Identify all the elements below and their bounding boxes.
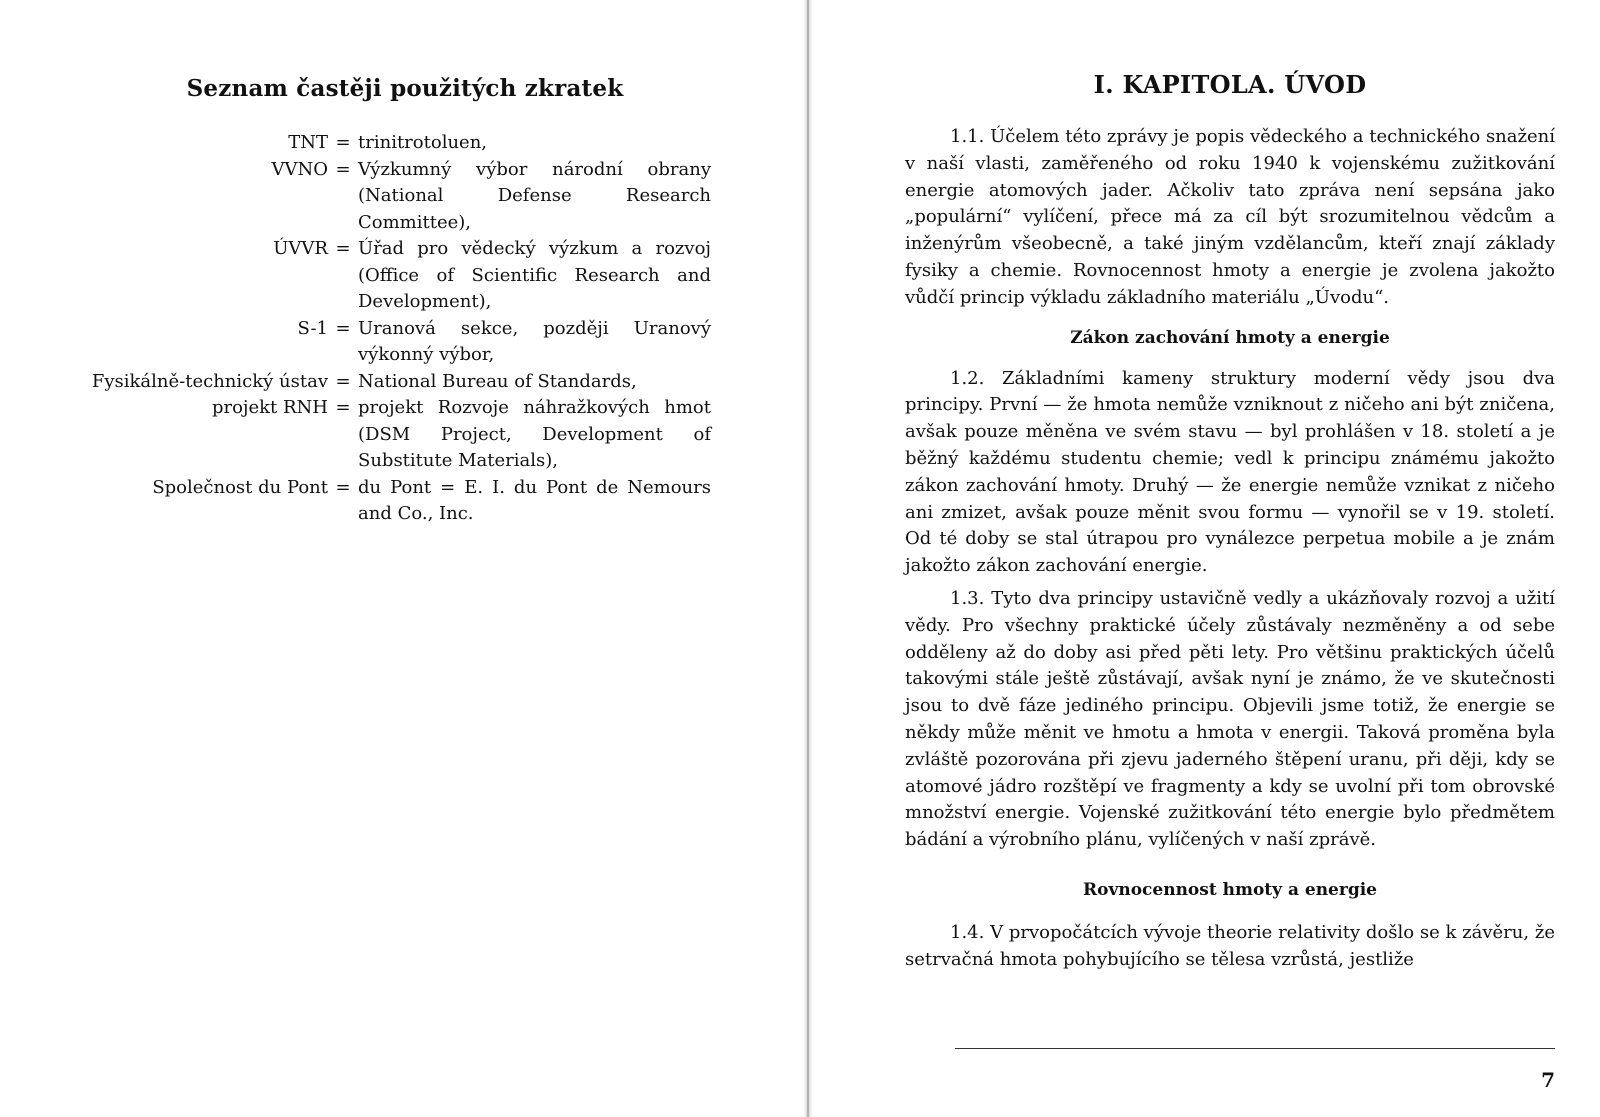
chapter-title: I. KAPITOLA. ÚVOD (1093, 70, 1367, 99)
paragraph-1-2: 1.2. Základními kameny struktury moderní vědy jsou dva principy. První — že hmota nemůže vzniknout z ničeho ani být zničena, avšak pouze měněna ve svém stavu — byl prohlášen v 18. století a je běžný každému studentu chemie; vedl k principu známému jakožto zákon zachování hmoty. Druhý — že energie nemůže vznikat z ničeho ani zmizet, avšak pouze měnit svou formu — vynořil se v 19. století. Od té doby se stal útrapou pro vynálezce perpetua mobile a je znám jakožto zákon zachování energie. (905, 367, 1555, 577)
equals-sign: = (335, 238, 351, 259)
section-heading: Rovnocennost hmoty a energie (1083, 879, 1377, 900)
abbreviation-key: Společnost du Pont (152, 476, 328, 498)
equals-sign: = (335, 370, 351, 392)
abbreviation-entry (60, 316, 750, 369)
abbreviation-entry (60, 130, 750, 157)
abbreviation-key: VVNO (271, 158, 328, 180)
abbreviation-value: projekt Rozvoje náhražkových hmot (DSM Project, Development of Substitute Materials), (358, 397, 711, 471)
abbreviation-entry (60, 236, 750, 316)
book-gutter (803, 0, 813, 1117)
abbreviation-value: trinitrotoluen, (358, 132, 488, 153)
abbreviations-title: Seznam častěji použitých zkratek (186, 75, 624, 102)
abbreviation-value: Výzkumný výbor národní obrany (National Defense Research Committee), (358, 158, 711, 233)
abbreviations-list (60, 130, 750, 528)
abbreviation-entry (60, 157, 750, 237)
abbreviation-key: TNT (288, 132, 328, 153)
equals-sign: = (335, 317, 351, 339)
abbreviation-value: Úřad pro vědecký výzkum a rozvoj (Office of Scientific Research and Development), (358, 238, 711, 312)
abbreviation-entry (60, 475, 750, 528)
equals-sign: = (335, 397, 351, 418)
abbreviation-value: National Bureau of Standards, (358, 370, 637, 392)
abbreviation-key: ÚVVR (273, 238, 328, 259)
chapter-body (905, 124, 1555, 980)
equals-sign: = (335, 476, 351, 498)
abbreviation-key: projekt RNH (211, 397, 328, 418)
abbreviation-key: S-1 (297, 317, 328, 339)
equals-sign: = (335, 132, 351, 153)
abbreviation-value: Uranová sekce, později Uranový výkonný výbor, (358, 317, 711, 365)
paragraph-1-1: 1.1. Účelem této zprávy je popis vědeckého a technického snažení v naší vlasti, zaměřeného od roku 1940 k vojenskému zužitkování energie atomových jader. Ačkoliv tato zpráva není sepsána jako „populární“ vylíčení, přece má za cíl být srozumitelnou vědcům a inženýrům všeobecně, a také jiným vzdělancům, kteří znají základy fysiky a chemie. Rovnocennost hmoty a energie je zvolena jakožto vůdčí princip výkladu základního materiálu „Úvodu“. (905, 126, 1555, 308)
left-page (60, 0, 750, 1117)
section-heading: Zákon zachování hmoty a energie (1070, 327, 1390, 348)
abbreviation-entry (60, 369, 750, 396)
paragraph-1-4: 1.4. V prvopočátcích vývoje theorie relativity došlo se k závěru, že setrvačná hmota pohybujícího se tělesa vzrůstá, jestliže (905, 921, 1555, 970)
abbreviation-key: Fysikálně-technický ústav (91, 370, 328, 392)
abbreviation-entry (60, 395, 750, 475)
page-number: 7 (1541, 1068, 1555, 1092)
footer-rule (955, 1048, 1555, 1049)
right-page (905, 0, 1555, 1117)
paragraph-1-3: 1.3. Tyto dva principy ustavičně vedly a ukázňovaly rozvoj a užití vědy. Pro všechny praktické účely zůstávaly nezměněny a od sebe odděleny až do doby asi před pěti lety. Pro většinu praktických účelů takovými stále ještě zůstávají, avšak nyní je známo, že ve skutečnosti jsou to dvě fáze jediného principu. Objevili jsme totiž, že energie se někdy může měnit ve hmotu a hmota v energii. Taková proměna byla zvláště pozorována při zjevu jaderného štěpení uranu, při ději, kdy se atomové jádro rozštěpí ve fragmenty a kdy se uvolní při tom obrovské množství energie. Vojenské zužitkování této energie bylo předmětem bádání a výrobního plánu, vylíčených v naší zprávě. (905, 587, 1555, 851)
equals-sign: = (335, 158, 351, 180)
abbreviation-value: du Pont = E. I. du Pont de Nemours and Co., Inc. (358, 476, 711, 524)
